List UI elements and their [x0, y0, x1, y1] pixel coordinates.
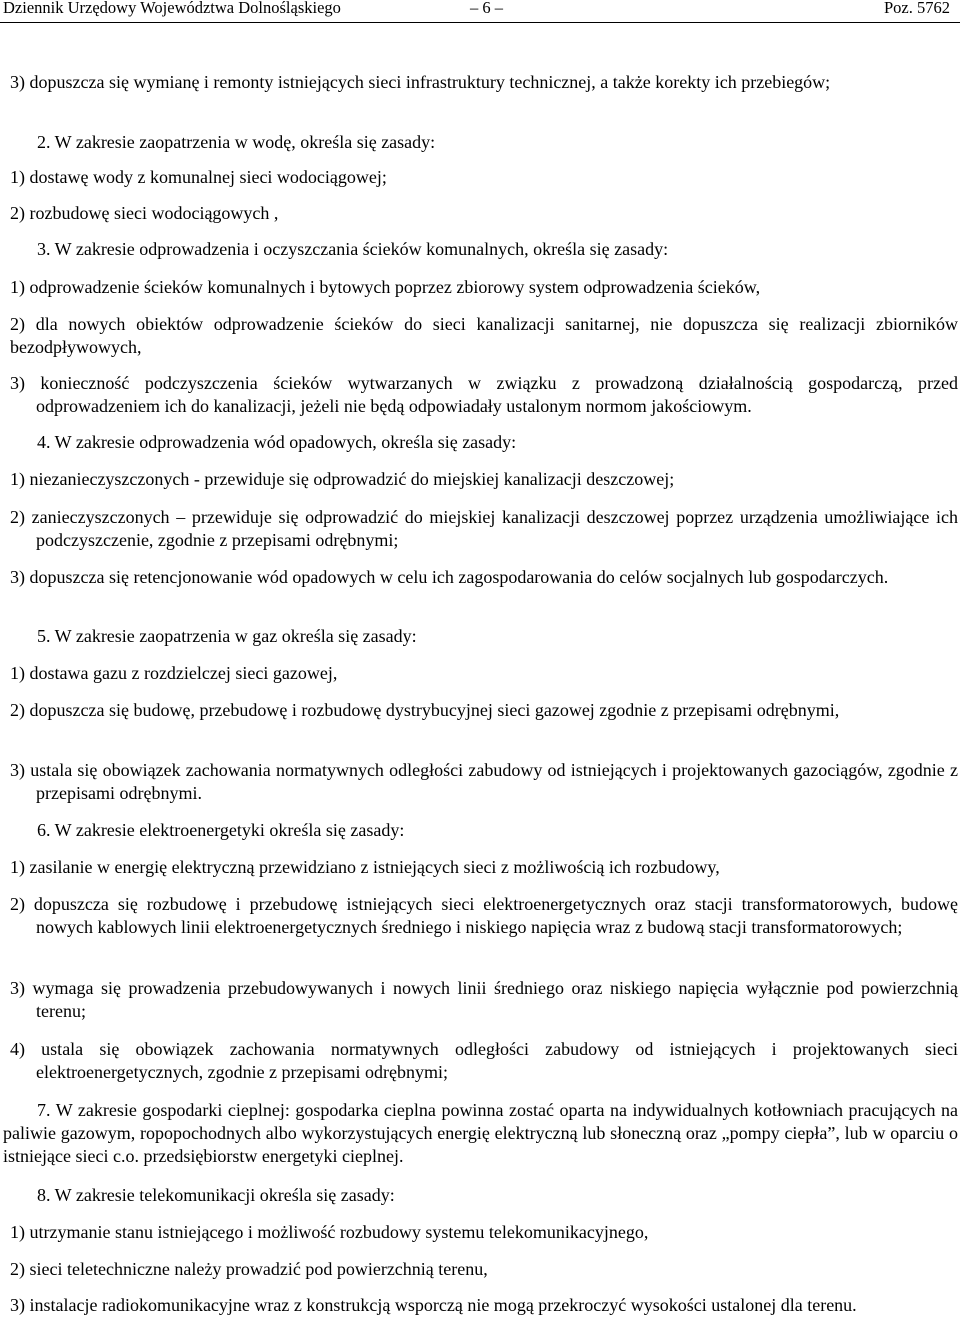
list-item: 3) instalacje radiokomunikacyjne wraz z konstrukcją wsporczą nie mogą przekroczyć wysokości ustalonej dla terenu. — [10, 1295, 857, 1315]
list-item: 2) dopuszcza się rozbudowę i przebudowę istniejących sieci elektroenergetycznych oraz stacji transformatorowych, budowę nowych kablowych linii elektroenergetycznych średniego i niskiego napięcia wraz z budową stacji transformatorowych; — [10, 894, 958, 937]
list-item: 2) zanieczyszczonych – przewiduje się odprowadzić do miejskiej kanalizacji deszczowej poprzez urządzenia umożliwiające ich podczyszczenie, zgodnie z przepisami odrębnymi; — [10, 507, 958, 550]
section-heading: 4. W zakresie odprowadzenia wód opadowych, określa się zasady: — [37, 432, 517, 452]
position-number: Poz. 5762 — [884, 0, 950, 17]
section-paragraph: 7. W zakresie gospodarki cieplnej: gospodarka cieplna powinna zostać oparta na indywidualnych kotłowniach pracujących na paliwie gazowym, ropopochodnych albo wykorzystujących energię elektryczną lub słoneczną oraz „pompy ciepła”, lub w oparciu o istniejące sieci c.o. przedsiębiorstw energetyki cieplnej. — [3, 1100, 958, 1166]
list-item: 4) ustala się obowiązek zachowania normatywnych odległości zabudowy od istniejących i projektowanych sieci elektroenergetycznych, zgodnie z przepisami odrębnymi; — [10, 1039, 958, 1082]
list-item: 2) sieci teletechniczne należy prowadzić pod powierzchnią terenu, — [10, 1259, 488, 1279]
list-item: 2) rozbudowę sieci wodociągowych , — [10, 203, 279, 223]
section-heading: 2. W zakresie zaopatrzenia w wodę, określa się zasady: — [37, 132, 436, 152]
list-item: 1) odprowadzenie ścieków komunalnych i bytowych poprzez zbiorowy system odprowadzenia ścieków, — [10, 277, 761, 297]
list-item: 1) niezanieczyszczonych - przewiduje się odprowadzić do miejskiej kanalizacji deszczowej; — [10, 469, 675, 489]
list-item: 1) zasilanie w energię elektryczną przewidziano z istniejących sieci z możliwością ich rozbudowy, — [10, 857, 720, 877]
page-header — [0, 0, 960, 20]
list-item: 1) dostawę wody z komunalnej sieci wodociągowej; — [10, 167, 387, 187]
list-item: 3) ustala się obowiązek zachowania normatywnych odległości zabudowy od istniejących i projektowanych gazociągów, zgodnie z przepisami odrębnymi. — [10, 760, 958, 803]
list-item: 2) dopuszcza się budowę, przebudowę i rozbudowę dystrybucyjnej sieci gazowej zgodnie z przepisami odrębnymi, — [10, 700, 840, 720]
list-item: 3) wymaga się prowadzenia przebudowywanych i nowych linii średniego oraz niskiego napięcia wyłącznie pod powierzchnią terenu; — [10, 978, 958, 1021]
header-rule — [0, 22, 960, 23]
list-item: 3) dopuszcza się retencjonowanie wód opadowych w celu ich zagospodarowania do celów socjalnych lub gospodarczych. — [10, 567, 889, 587]
list-item: 3) konieczność podczyszczenia ścieków wytwarzanych w związku z prowadzoną działalnością gospodarczą, przed odprowadzeniem ich do kanalizacji, jeżeli nie będą odpowiadały ustalonym normom jakościowym. — [10, 373, 958, 416]
section-heading: 6. W zakresie elektroenergetyki określa się zasady: — [37, 820, 405, 840]
list-item: 1) dostawa gazu z rozdzielczej sieci gazowej, — [10, 663, 338, 683]
list-item: 2) dla nowych obiektów odprowadzenie ścieków do sieci kanalizacji sanitarnej, nie dopuszcza się realizacji zbiorników bezodpływowych, — [10, 314, 958, 357]
list-item: 1) utrzymanie stanu istniejącego i możliwość rozbudowy systemu telekomunikacyjnego, — [10, 1222, 649, 1242]
section-heading: 8. W zakresie telekomunikacji określa się zasady: — [37, 1185, 395, 1205]
section-heading: 5. W zakresie zaopatrzenia w gaz określa się zasady: — [37, 626, 417, 646]
page-number: – 6 – — [470, 0, 503, 17]
journal-title: Dziennik Urzędowy Województwa Dolnośląskiego — [3, 0, 341, 17]
list-item: 3) dopuszcza się wymianę i remonty istniejących sieci infrastruktury technicznej, a także korekty ich przebiegów; — [10, 72, 831, 92]
section-heading: 3. W zakresie odprowadzenia i oczyszczania ścieków komunalnych, określa się zasady: — [37, 239, 669, 259]
